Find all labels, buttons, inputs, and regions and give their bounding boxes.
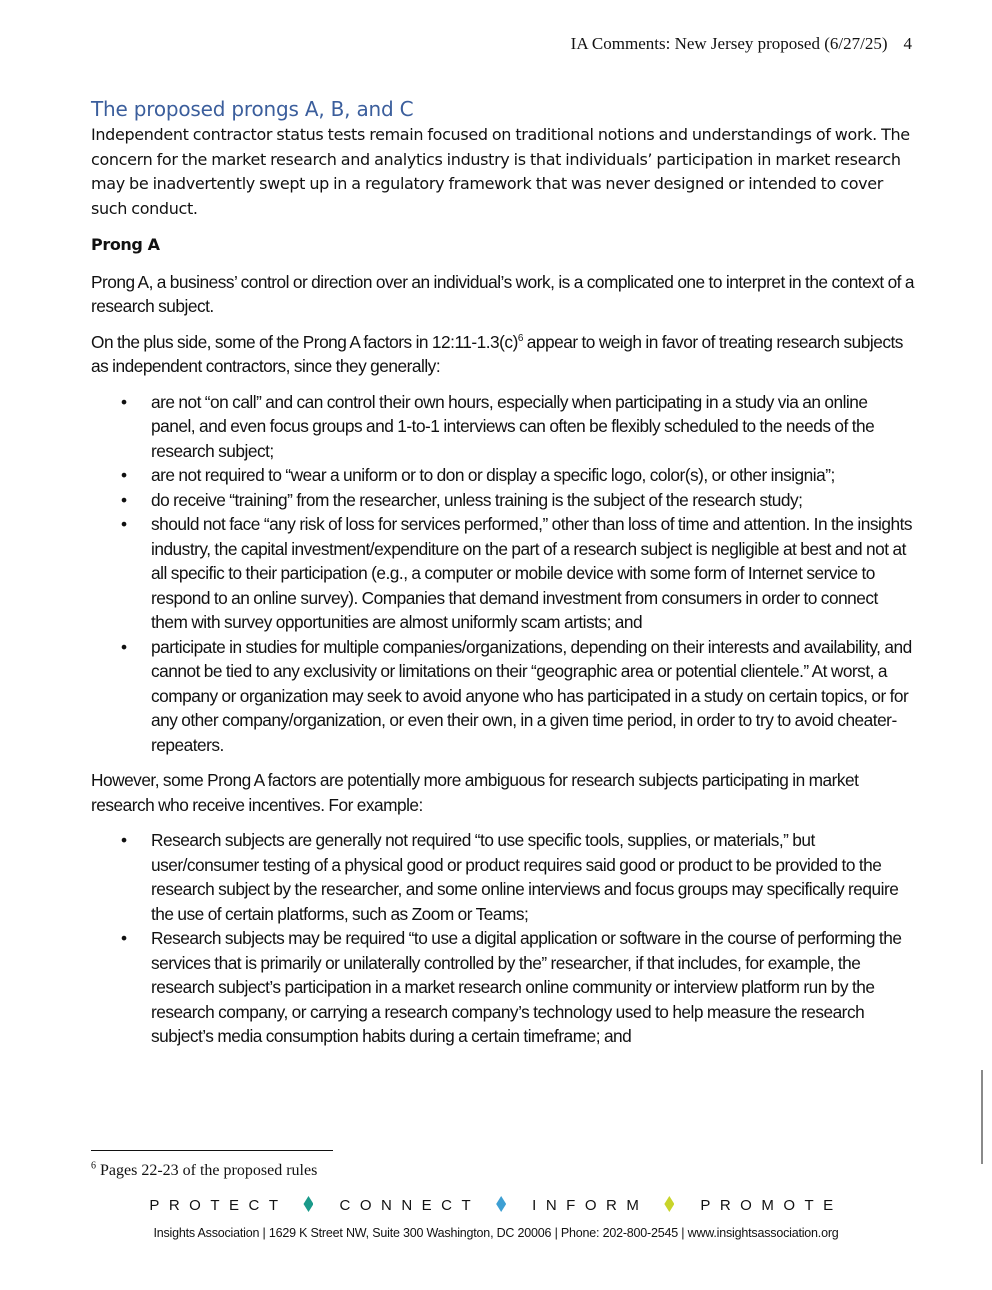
list-favorable-factors [91, 390, 915, 758]
footer-address: Insights Association | 1629 K Street NW, Suite 300 Washington, DC 20006 | Phone: 202-800-2545 | www.insightsassociation.org [153, 1226, 839, 1240]
footnote-text: Pages 22-23 of the proposed rules [96, 1162, 318, 1179]
list-item: • are not required to “wear a uniform or to don or display a specific logo, color(s), or other insignia”; [91, 463, 915, 488]
footnote-separator [91, 1150, 333, 1151]
section-heading: The proposed prongs A, B, and C [91, 97, 414, 121]
bullet-icon: • [121, 636, 127, 657]
list-item: • Research subjects may be required “to use a digital application or software in the course of performing the services that is primarily or unilaterally controlled by the” researcher, if that includes, for example, the research subject’s participation in a market research online community or interview platform run by the research company, or carrying a research company’s technology used to help measure the research subject’s media consumption habits during a certain timeframe; and [121, 928, 902, 1046]
intro-paragraph: Independent contractor status tests remain focused on traditional notions and understandings of work. The concern for the market research and analytics industry is that individuals’ participation in market research may be inadvertently swept up in a regulatory framework that was never designed or intended to cover such conduct. [91, 125, 910, 218]
footer-tagline [0, 1196, 992, 1214]
paragraph-plus-side-text-1: On the plus side, some of the Prong A factors in 12:11-1.3(c) [91, 331, 518, 352]
tagline-connect: CONNECT [339, 1197, 481, 1214]
list-item: • do receive “training” from the researcher, unless training is the subject of the research study; [91, 488, 915, 513]
tagline-inform: INFORM [532, 1197, 649, 1214]
change-bar [981, 1070, 983, 1164]
list-item: • participate in studies for multiple companies/organizations, depending on their interests and availability, and cannot be tied to any exclusivity or limitations on their “geographic area or potential clientele.” At worst, a company or organization may seek to avoid anyone who has participated in a study on certain topics, or for any other company/organization, or even their own, in a given time period, in order to try to avoid cheater-repeaters. [121, 636, 912, 755]
list-item: • should not face “any risk of loss for services performed,” other than loss of time and attention. In the insights industry, the capital investment/expenditure on the part of a research subject is negligible at best and not at all specific to their participation (e.g., a computer or mobile device with some form of Internet service to respond to an online survey). Companies that demand investment from consumers in order to connect them with survey opportunities are almost uniformly scam artists; and [121, 514, 913, 632]
bullet-icon: • [121, 391, 127, 412]
bullet-icon: • [121, 928, 127, 948]
tagline-promote: PROMOTE [700, 1197, 843, 1214]
paragraph-plus-side [91, 330, 915, 379]
bullet-icon: • [121, 465, 127, 485]
diamond-icon-blue [496, 1196, 506, 1212]
list-item: • are not “on call” and can control their own hours, especially when participating in a study via an online panel, and even focus groups and 1-to-1 interviews can often be flexibly scheduled to the needs of the research subject; [121, 391, 875, 461]
page-number: 4 [903, 34, 912, 53]
subheading-prong-a: Prong A [91, 235, 160, 254]
footnote-6 [91, 1162, 317, 1180]
diamond-icon-teal [303, 1196, 313, 1212]
diamond-icon-lime [664, 1196, 674, 1212]
paragraph-prong-a-definition: Prong A, a business’ control or direction over an individual’s work, is a complicated one to interpret in the context of a research subject. [91, 271, 914, 316]
paragraph-ambiguous-factors: However, some Prong A factors are potentially more ambiguous for research subjects participating in market research who receive incentives. For example: [91, 770, 859, 815]
bullet-icon: • [121, 514, 127, 534]
footnote-number: 6 [91, 1160, 96, 1172]
list-item: • Research subjects are generally not required “to use specific tools, supplies, or materials,” but user/consumer testing of a physical good or product requires said good or product to be provided to the research subject by the researcher, and some online interviews and focus groups may specifically require the use of certain platforms, such as Zoom or Teams; [121, 830, 899, 924]
paragraph-plus-side-text-2: appear to weigh in favor of treating research subjects as independent contractors, since they generally: [91, 331, 903, 376]
running-header [571, 34, 912, 54]
footnote-ref-6[interactable]: 6 [517, 332, 523, 344]
header-title: IA Comments: New Jersey proposed (6/27/25) [570, 34, 888, 53]
tagline-protect: PROTECT [149, 1197, 288, 1214]
bullet-icon: • [121, 830, 127, 850]
bullet-icon: • [121, 489, 127, 510]
list-ambiguous-factors [91, 828, 915, 1049]
document-body [91, 95, 915, 1060]
